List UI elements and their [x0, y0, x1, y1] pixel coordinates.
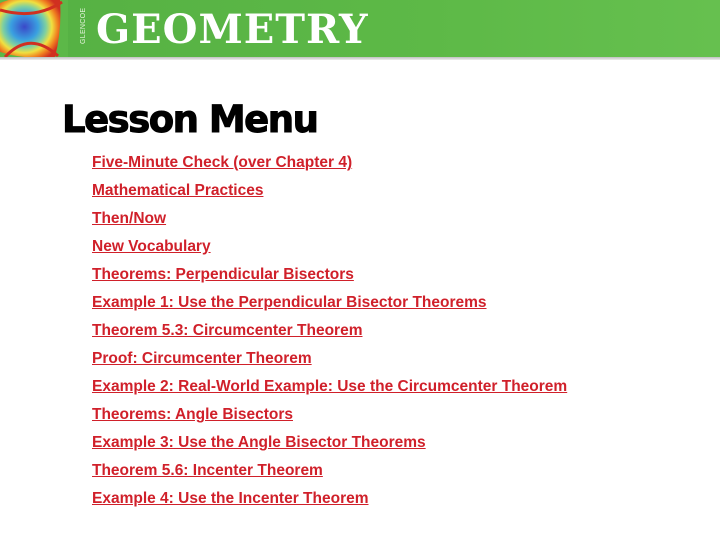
list-item	[92, 377, 567, 405]
page-title: Lesson Menu	[62, 98, 318, 141]
list-item	[92, 489, 567, 517]
list-item	[92, 405, 567, 433]
header-banner	[0, 0, 720, 57]
geometry-logo-art-icon	[0, 0, 68, 57]
publisher-label: GLENCOE	[80, 7, 87, 44]
lesson-menu-list	[92, 153, 567, 517]
menu-link[interactable]: Example 4: Use the Incenter Theorem	[92, 490, 369, 507]
menu-link[interactable]: Mathematical Practices	[92, 182, 264, 199]
list-item	[92, 153, 567, 181]
list-item	[92, 209, 567, 237]
menu-link[interactable]: Example 1: Use the Perpendicular Bisector Theorems	[92, 294, 487, 311]
list-item	[92, 433, 567, 461]
list-item	[92, 349, 567, 377]
menu-link[interactable]: Theorems: Perpendicular Bisectors	[92, 266, 354, 283]
menu-link[interactable]: New Vocabulary	[92, 238, 211, 255]
brand-title: GEOMETRY	[96, 6, 369, 53]
list-item	[92, 293, 567, 321]
list-item	[92, 237, 567, 265]
menu-link[interactable]: Theorem 5.6: Incenter Theorem	[92, 462, 323, 479]
menu-link[interactable]: Theorems: Angle Bisectors	[92, 406, 293, 423]
list-item	[92, 181, 567, 209]
menu-link[interactable]: Five-Minute Check (over Chapter 4)	[92, 154, 353, 171]
menu-link[interactable]: Example 2: Real-World Example: Use the Circumcenter Theorem	[92, 378, 568, 395]
list-item	[92, 265, 567, 293]
menu-link[interactable]: Theorem 5.3: Circumcenter Theorem	[92, 322, 363, 339]
list-item	[92, 461, 567, 489]
list-item	[92, 321, 567, 349]
menu-link[interactable]: Then/Now	[92, 210, 167, 227]
menu-link[interactable]: Proof: Circumcenter Theorem	[92, 350, 312, 367]
header-divider	[0, 57, 720, 60]
menu-link[interactable]: Example 3: Use the Angle Bisector Theorems	[92, 434, 426, 451]
